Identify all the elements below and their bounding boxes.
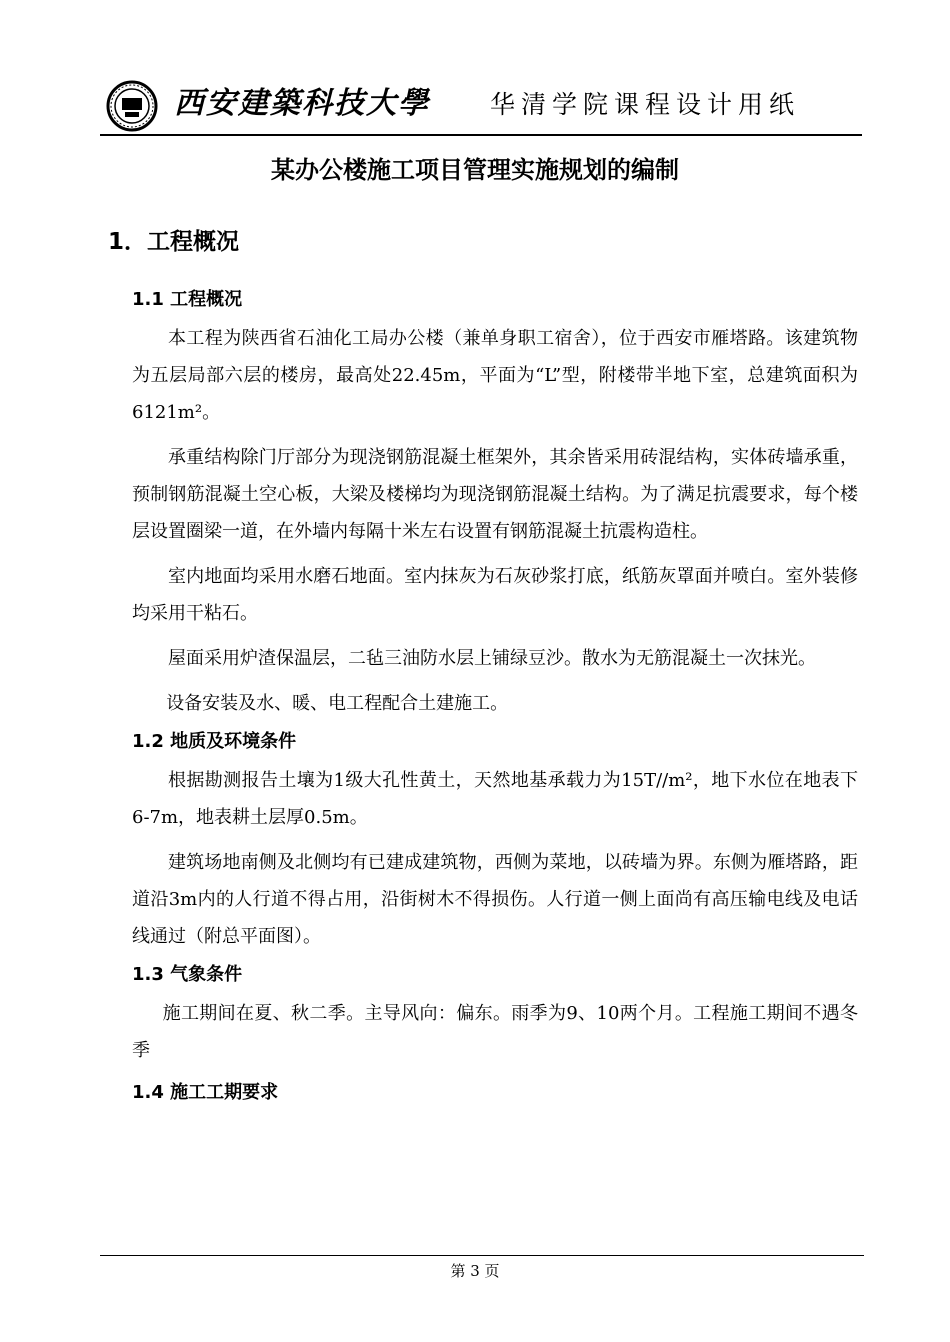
document-body (132, 280, 858, 1113)
paragraph: 施工期间在夏、秋二季。主导风向：偏东。雨季为9、10两个月。工程施工期间不遇冬季 (132, 1003, 858, 1061)
page-header (100, 78, 865, 134)
section-heading: 1．工程概况 (108, 229, 240, 255)
university-seal-icon (106, 80, 158, 132)
subsection-heading: 1.4 施工工期要求 (132, 1082, 279, 1103)
paragraph: 屋面采用炉渣保温层，二毡三油防水层上铺绿豆沙。散水为无筋混凝土一次抹光。 (168, 648, 816, 669)
subsection-heading: 1.2 地质及环境条件 (132, 731, 297, 752)
header-rule (100, 134, 862, 136)
page-number: 第 3 页 (450, 1262, 500, 1280)
paragraph: 室内地面均采用水磨石地面。室内抹灰为石灰砂浆打底，纸筋灰罩面并喷白。室外装修均采用干粘石。 (132, 566, 858, 624)
paragraph: 承重结构除门厅部分为现浇钢筋混凝土框架外，其余皆采用砖混结构，实体砖墙承重，预制钢筋混凝土空心板，大梁及楼梯均为现浇钢筋混凝土结构。为了满足抗震要求，每个楼层设置圈梁一道，在外墙内每隔十米左右设置有钢筋混凝土抗震构造柱。 (132, 447, 858, 542)
paper-type: 华清学院课程设计用纸 (490, 90, 801, 119)
paragraph: 设备安装及水、暖、电工程配合土建施工。 (166, 693, 509, 714)
paragraph: 本工程为陕西省石油化工局办公楼（兼单身职工宿舍），位于西安市雁塔路。该建筑物为五层局部六层的楼房，最高处22.45m，平面为“L”型，附楼带半地下室，总建筑面积为6121m²。 (132, 328, 858, 423)
subsection-heading: 1.1 工程概况 (132, 289, 243, 310)
footer-rule (100, 1255, 864, 1256)
subsection-heading: 1.3 气象条件 (132, 964, 243, 985)
university-name: 西安建築科技大學 (174, 86, 430, 121)
paragraph: 根据勘测报告土壤为1级大孔性黄土，天然地基承载力为15T//m²，地下水位在地表下6-7m，地表耕土层厚0.5m。 (132, 770, 858, 828)
paragraph: 建筑场地南侧及北侧均有已建成建筑物，西侧为菜地，以砖墙为界。东侧为雁塔路，距道沿3m内的人行道不得占用，沿街树木不得损伤。人行道一侧上面尚有高压输电线及电话线通过（附总平面图）。 (132, 852, 858, 947)
document-title: 某办公楼施工项目管理实施规划的编制 (271, 156, 679, 184)
